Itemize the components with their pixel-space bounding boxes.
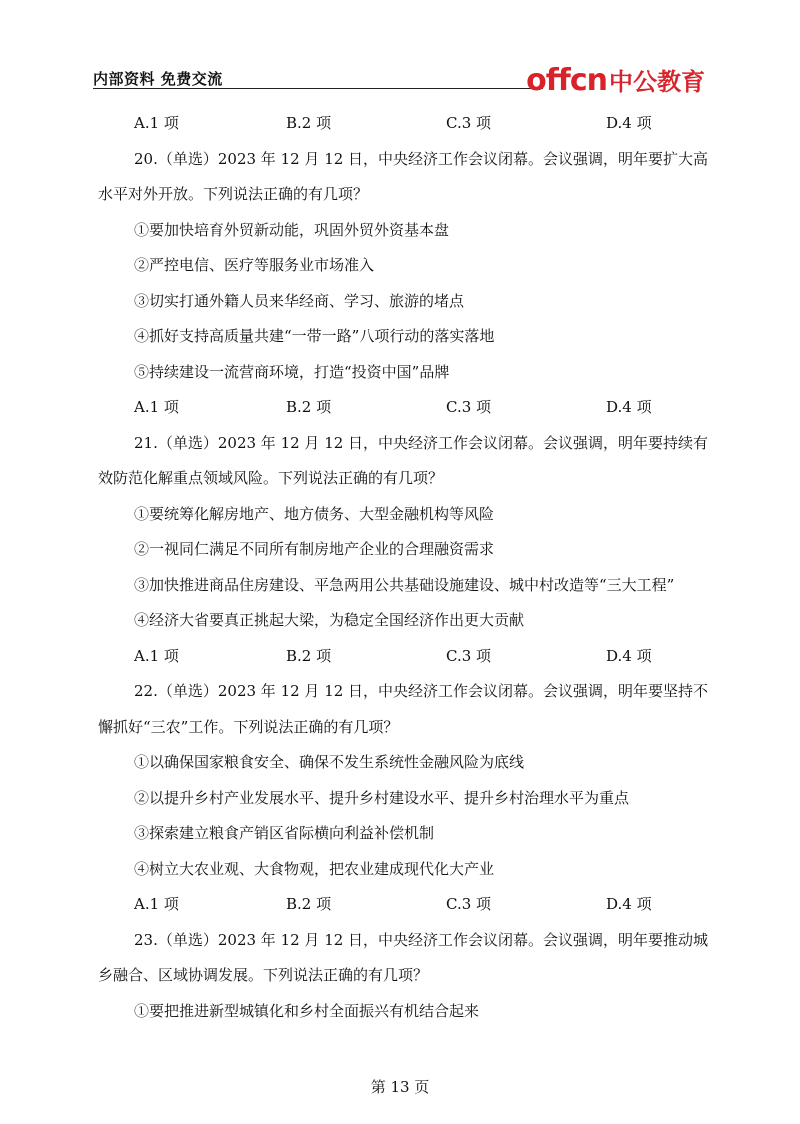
answer-option: A.1 项 <box>134 114 179 132</box>
statement-item: ①要统筹化解房地产、地方债务、大型金融机构等风险 <box>134 504 495 523</box>
question-stem-continuation: 懈抓好“三农”工作。下列说法正确的有几项？ <box>98 717 399 736</box>
question-stem: 20.（单选）2023 年 12 月 12 日，中央经济工作会议闭幕。会议强调，明年要扩大高 <box>134 149 709 168</box>
question-stem: 21.（单选）2023 年 12 月 12 日，中央经济工作会议闭幕。会议强调，明年要持续有 <box>134 433 709 452</box>
answer-option: A.1 项 <box>134 398 179 416</box>
statement-item: ②一视同仁满足不同所有制房地产企业的合理融资需求 <box>134 540 495 558</box>
logo-latin-text: offcn <box>526 63 607 98</box>
question-stem: 22.（单选）2023 年 12 月 12 日，中央经济工作会议闭幕。会议强调，明年要坚持不 <box>134 682 709 700</box>
answer-option: D.4 项 <box>606 646 652 665</box>
statement-item: ①要把推进新型城镇化和乡村全面振兴有机结合起来 <box>134 1001 480 1020</box>
page-number: 第 13 页 <box>370 1078 430 1096</box>
answer-option: C.3 项 <box>446 895 492 913</box>
statement-item: ③探索建立粮食产销区省际横向利益补偿机制 <box>134 824 435 842</box>
answer-option: D.4 项 <box>606 114 652 132</box>
statement-item: ③切实打通外籍人员来华经商、学习、旅游的堵点 <box>134 291 465 310</box>
statement-item: ①以确保国家粮食安全、确保不发生系统性金融风险为底线 <box>134 753 525 771</box>
header-left-text: 内部资料 免费交流 <box>93 70 223 88</box>
question-stem-continuation: 水平对外开放。下列说法正确的有几项？ <box>98 185 369 203</box>
question-stem-continuation: 乡融合、区域协调发展。下列说法正确的有几项？ <box>98 966 429 984</box>
question-stem-continuation: 效防范化解重点领域风险。下列说法正确的有几项？ <box>98 469 444 487</box>
answer-option: D.4 项 <box>606 895 652 913</box>
answer-option: B.2 项 <box>286 646 332 665</box>
answer-option: C.3 项 <box>446 398 492 416</box>
statement-item: ⑤持续建设一流营商环境，打造“投资中国”品牌 <box>134 362 450 381</box>
statement-item: ④抓好支持高质量共建“一带一路”八项行动的落实落地 <box>134 327 495 345</box>
statement-item: ④树立大农业观、大食物观，把农业建成现代化大产业 <box>134 859 495 878</box>
answer-options <box>134 396 714 418</box>
logo-chinese-text: 中公教育 <box>609 68 705 96</box>
answer-option: D.4 项 <box>606 398 652 416</box>
offcn-logo <box>526 62 705 98</box>
statement-item: ④经济大省要真正挑起大梁，为稳定全国经济作出更大贡献 <box>134 611 525 629</box>
answer-options <box>134 112 714 134</box>
answer-option: C.3 项 <box>446 114 492 132</box>
statement-item: ②严控电信、医疗等服务业市场准入 <box>134 256 375 274</box>
answer-options <box>134 893 714 915</box>
header-rule <box>93 88 543 89</box>
answer-option: B.2 项 <box>286 398 332 416</box>
answer-option: B.2 项 <box>286 114 332 132</box>
page-header <box>93 62 705 96</box>
answer-options <box>134 645 714 667</box>
answer-option: B.2 项 <box>286 895 332 913</box>
answer-option: A.1 项 <box>134 646 179 665</box>
statement-item: ②以提升乡村产业发展水平、提升乡村建设水平、提升乡村治理水平为重点 <box>134 788 630 807</box>
answer-option: C.3 项 <box>446 646 492 665</box>
statement-item: ①要加快培育外贸新动能，巩固外贸外资基本盘 <box>134 220 450 239</box>
statement-item: ③加快推进商品住房建设、平急两用公共基础设施建设、城中村改造等“三大工程” <box>134 575 675 594</box>
question-stem: 23.（单选）2023 年 12 月 12 日，中央经济工作会议闭幕。会议强调，明年要推动城 <box>134 930 709 949</box>
answer-option: A.1 项 <box>134 895 179 913</box>
